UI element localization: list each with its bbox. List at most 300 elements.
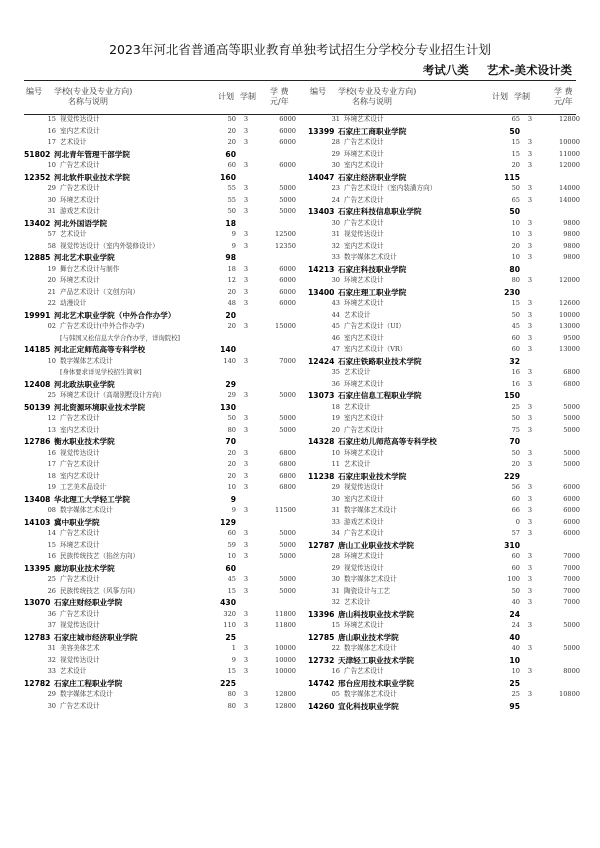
cell-name: 数字媒体艺术设计 <box>344 253 397 261</box>
cell-fee: 5000 <box>279 575 296 583</box>
cell-name: 艺术设计 <box>60 667 87 675</box>
cell-plan: 45 <box>511 322 520 330</box>
cell-name: 环境艺术设计 <box>344 149 384 158</box>
cell-name: 唐山科技职业技术学院 <box>338 609 414 619</box>
school-row <box>24 344 298 356</box>
cell-code: 46 <box>331 333 340 342</box>
major-row <box>308 218 582 230</box>
cell-code: 05 <box>331 690 340 698</box>
note-row <box>24 367 298 379</box>
cell-name: 河北资源环境职业技术学院 <box>54 402 146 412</box>
cell-code: 13396 <box>308 609 335 619</box>
major-row <box>24 160 298 172</box>
cell-code: 11238 <box>308 471 335 481</box>
cell-plan: 25 <box>509 678 520 688</box>
cell-name: 环境艺术设计 <box>60 195 100 204</box>
cell-fee: 5000 <box>279 184 296 192</box>
header-fee-line1: 学 费 <box>554 87 573 96</box>
cell-name: 环境艺术设计（高端别墅设计方向） <box>60 391 166 399</box>
right-rows <box>308 114 582 712</box>
cell-code: 16 <box>47 126 56 135</box>
cell-length: 3 <box>243 276 249 284</box>
cell-code: 13403 <box>308 207 335 216</box>
cell-plan: 16 <box>511 379 520 388</box>
cell-fee: 8000 <box>563 667 580 675</box>
cell-code: 44 <box>331 310 340 319</box>
cell-code: 10 <box>47 356 56 365</box>
cell-plan: 32 <box>509 356 520 366</box>
cell-plan: 29 <box>225 379 236 389</box>
cell-length: 3 <box>527 483 533 491</box>
cell-name: 环境艺术设计 <box>60 276 100 284</box>
cell-length: 3 <box>243 701 249 710</box>
cell-plan: 60 <box>227 529 236 537</box>
cell-name: 艺术设计 <box>344 310 371 319</box>
cell-length: 3 <box>527 414 533 422</box>
cell-name: 室内艺术设计 <box>344 494 384 503</box>
cell-length: 3 <box>243 529 249 537</box>
cell-plan: 15 <box>511 138 520 146</box>
cell-code: 19 <box>331 414 340 422</box>
cell-fee: 6000 <box>279 264 296 273</box>
school-row <box>308 206 582 218</box>
header-code: 编号 <box>310 87 326 96</box>
cell-fee: 11800 <box>275 609 296 618</box>
cell-length: 3 <box>243 448 249 457</box>
cell-fee: 13000 <box>559 345 580 353</box>
cell-length: 3 <box>527 115 533 123</box>
major-row <box>308 321 582 333</box>
cell-fee: 12800 <box>559 115 580 123</box>
major-row <box>308 252 582 264</box>
left-column <box>24 84 298 712</box>
cell-code: 12 <box>47 414 56 422</box>
cell-code: 18 <box>47 471 56 480</box>
cell-code: 30 <box>331 276 340 284</box>
header-school-line2: 名称与说明 <box>68 97 108 106</box>
cell-length: 3 <box>243 621 249 629</box>
cell-code: 17 <box>47 138 56 146</box>
major-row <box>24 126 298 138</box>
cell-code: 14 <box>47 529 56 537</box>
cell-fee: 5000 <box>563 448 580 457</box>
cell-name: 天津轻工职业技术学院 <box>338 655 414 665</box>
cell-name: 工艺美术品设计 <box>60 483 107 491</box>
major-row <box>308 666 582 678</box>
major-row <box>308 195 582 207</box>
cell-plan: 80 <box>511 276 520 284</box>
school-row <box>308 436 582 448</box>
cell-length: 3 <box>243 460 249 468</box>
cell-name: 数字媒体艺术设计 <box>344 506 397 514</box>
major-row <box>308 333 582 345</box>
cell-length: 3 <box>243 471 249 480</box>
cell-name: 广告艺术设计 <box>60 701 100 710</box>
cell-length: 3 <box>243 483 249 491</box>
cell-code: 30 <box>331 161 340 169</box>
cell-plan: 40 <box>511 598 520 606</box>
major-row <box>308 505 582 517</box>
cell-plan: 50 <box>227 207 236 215</box>
major-row <box>24 425 298 437</box>
cell-fee: 11500 <box>275 506 296 514</box>
school-row <box>308 356 582 368</box>
major-row <box>308 160 582 172</box>
major-row <box>308 425 582 437</box>
cell-plan: 100 <box>507 575 520 583</box>
cell-plan: 20 <box>227 448 236 457</box>
cell-name: 石家庄科技信息职业学院 <box>338 207 422 216</box>
cell-code: 18 <box>331 402 340 411</box>
cell-code: 29 <box>47 690 56 698</box>
cell-plan: 20 <box>227 287 236 296</box>
cell-length: 3 <box>527 621 533 629</box>
major-row <box>308 551 582 563</box>
major-row <box>24 666 298 678</box>
cell-length: 3 <box>243 115 249 123</box>
cell-length: 3 <box>527 138 533 146</box>
cell-fee: 7000 <box>563 552 580 560</box>
header-plan: 计划 <box>492 92 508 101</box>
cell-name: 室内艺术设计 <box>344 241 384 250</box>
cell-fee: 7000 <box>563 563 580 572</box>
cell-plan: 60 <box>511 563 520 572</box>
header-fee-line2: 元/年 <box>270 97 289 106</box>
cell-length: 3 <box>243 552 249 560</box>
cell-length: 3 <box>243 609 249 618</box>
cell-name: 廊坊职业技术学院 <box>54 563 115 573</box>
school-row <box>24 379 298 391</box>
cell-fee: 9800 <box>563 253 580 261</box>
school-row <box>308 390 582 402</box>
cell-fee: 12350 <box>275 241 296 250</box>
cell-name: 数字媒体艺术设计 <box>60 690 113 698</box>
cell-fee: 5000 <box>563 644 580 652</box>
cell-plan: 10 <box>509 655 520 665</box>
cell-name: 广告艺术设计（室内装潢方向） <box>344 184 437 192</box>
cell-code: 32 <box>331 241 340 250</box>
cell-code: 30 <box>47 701 56 710</box>
cell-code: 12424 <box>308 356 335 366</box>
cell-code: 43 <box>331 299 340 307</box>
cell-fee: 9500 <box>563 333 580 342</box>
cell-code: 35 <box>331 368 340 376</box>
major-row <box>24 643 298 655</box>
cell-plan: 40 <box>509 632 520 642</box>
major-row <box>308 597 582 609</box>
cell-code: 29 <box>47 184 56 192</box>
cell-code: 16 <box>47 552 56 560</box>
cell-fee: 7000 <box>279 356 296 365</box>
cell-code: 12408 <box>24 379 51 389</box>
cell-plan: 25 <box>225 632 236 642</box>
cell-fee: 10800 <box>559 690 580 698</box>
cell-name: [身体要求详见学校招生简章] <box>60 368 142 376</box>
cell-name: 室内艺术设计（VR） <box>344 345 407 353</box>
cell-code: 10 <box>47 161 56 169</box>
school-row <box>308 678 582 690</box>
cell-fee: 9800 <box>563 241 580 250</box>
cell-code: 31 <box>47 207 56 215</box>
cell-name: 视觉传达设计 <box>60 448 100 457</box>
cell-plan: 98 <box>225 253 236 262</box>
cell-code: 12787 <box>308 540 335 550</box>
cell-plan: 20 <box>227 471 236 480</box>
cell-plan: 24 <box>511 621 520 629</box>
major-row <box>24 390 298 402</box>
school-row <box>308 632 582 644</box>
cell-code: 57 <box>47 230 56 238</box>
major-row <box>308 275 582 287</box>
cell-length: 3 <box>243 540 249 549</box>
cell-name: 视觉传达设计 <box>60 115 100 123</box>
cell-plan: 110 <box>223 621 236 629</box>
cell-name: 河北政法职业学院 <box>54 379 115 389</box>
cell-code: 13408 <box>24 494 51 504</box>
cell-code: 32 <box>331 598 340 606</box>
cell-code: 12782 <box>24 678 51 688</box>
cell-name: 环境艺术设计 <box>344 448 384 457</box>
major-row <box>24 689 298 701</box>
cell-plan: 15 <box>511 299 520 307</box>
school-row <box>24 597 298 609</box>
cell-name: 环境艺术设计 <box>344 552 384 560</box>
major-row <box>308 344 582 356</box>
cell-plan: 80 <box>509 264 520 274</box>
cell-code: 30 <box>331 218 340 227</box>
cell-plan: 229 <box>504 471 520 481</box>
major-row <box>24 287 298 299</box>
major-row <box>24 540 298 552</box>
cell-code: 29 <box>331 149 340 158</box>
cell-length: 3 <box>243 356 249 365</box>
cell-code: 13399 <box>308 126 335 136</box>
cell-plan: 320 <box>223 609 236 618</box>
cell-length: 3 <box>243 586 249 595</box>
major-row <box>24 586 298 598</box>
cell-plan: 115 <box>504 172 520 182</box>
cell-code: 36 <box>47 609 56 618</box>
cell-code: 31 <box>47 644 56 652</box>
cell-length: 3 <box>527 368 533 376</box>
major-row <box>308 494 582 506</box>
cell-name: 河北正定师范高等专科学校 <box>54 345 146 354</box>
cell-fee: 11000 <box>559 149 580 158</box>
cell-code: 16 <box>331 667 340 675</box>
school-row <box>308 609 582 621</box>
major-row <box>308 310 582 322</box>
major-row <box>24 701 298 713</box>
cell-fee: 6000 <box>279 276 296 284</box>
cell-plan: 9 <box>231 506 236 514</box>
cell-fee: 6800 <box>563 379 580 388</box>
school-row <box>24 172 298 184</box>
cell-plan: 1 <box>231 644 236 652</box>
major-row <box>24 609 298 621</box>
cell-code: 25 <box>47 575 56 583</box>
cell-code: 16 <box>47 448 56 457</box>
cell-code: 33 <box>331 517 340 526</box>
cell-name: 数字媒体艺术设计 <box>344 575 397 583</box>
major-row <box>24 321 298 333</box>
major-row <box>308 114 582 126</box>
cell-name: 视觉传达设计 <box>344 230 384 238</box>
cell-fee: 12800 <box>275 690 296 698</box>
cell-length: 3 <box>243 655 249 664</box>
cell-plan: 9 <box>231 230 236 238</box>
major-row <box>308 413 582 425</box>
cell-code: 33 <box>47 667 56 675</box>
cell-length: 3 <box>527 333 533 342</box>
cell-length: 3 <box>527 598 533 606</box>
cell-name: 室内艺术设计 <box>344 161 384 169</box>
cell-name: 石家庄城市经济职业学院 <box>54 632 138 642</box>
cell-length: 3 <box>527 690 533 698</box>
exam-category: 考试八类 <box>422 63 469 77</box>
cell-plan: 225 <box>220 678 236 688</box>
cell-name: 广告艺术设计 <box>344 529 384 537</box>
major-row <box>24 229 298 241</box>
cell-plan: 40 <box>511 644 520 652</box>
header-length: 学制 <box>514 92 530 101</box>
cell-fee: 7000 <box>563 598 580 606</box>
cell-name: 舞台艺术设计与制作 <box>60 264 120 273</box>
cell-name: 数字媒体艺术设计 <box>344 644 397 652</box>
cell-code: 14260 <box>308 701 335 711</box>
cell-plan: 20 <box>511 460 520 468</box>
cell-plan: 80 <box>227 425 236 434</box>
cell-plan: 20 <box>511 161 520 169</box>
cell-name: 邢台应用技术职业学院 <box>338 678 414 688</box>
cell-length: 3 <box>243 575 249 583</box>
cell-name: 环境艺术设计 <box>344 379 384 388</box>
cell-plan: 18 <box>225 218 236 228</box>
cell-name: 广告艺术设计（UI） <box>344 322 405 330</box>
major-row <box>24 275 298 287</box>
cell-code: 15 <box>47 115 56 123</box>
cell-plan: 130 <box>220 402 236 412</box>
cell-plan: 10 <box>511 230 520 238</box>
cell-fee: 10000 <box>559 138 580 146</box>
cell-fee: 6000 <box>563 517 580 526</box>
cell-plan: 10 <box>227 552 236 560</box>
cell-code: 13400 <box>308 287 335 297</box>
cell-name: 数字媒体艺术设计 <box>344 690 397 698</box>
cell-fee: 6000 <box>279 161 296 169</box>
cell-plan: 20 <box>227 460 236 468</box>
cell-plan: 55 <box>227 195 236 204</box>
cell-name: 石家庄幼儿师范高等专科学校 <box>338 437 437 446</box>
cell-name: 石家庄工商职业学院 <box>338 126 407 136</box>
cell-name: 广告艺术设计 <box>60 460 100 468</box>
cell-length: 3 <box>527 299 533 307</box>
cell-plan: 18 <box>227 264 236 273</box>
cell-code: 29 <box>331 483 340 491</box>
major-row <box>308 528 582 540</box>
cell-length: 3 <box>243 425 249 434</box>
major-row <box>24 114 298 126</box>
cell-length: 3 <box>527 184 533 192</box>
cell-name: 游戏艺术设计 <box>60 207 100 215</box>
cell-plan: 24 <box>509 609 520 619</box>
cell-name: 石家庄工程职业学院 <box>54 678 123 688</box>
cell-length: 3 <box>527 506 533 514</box>
cell-fee: 10000 <box>275 655 296 664</box>
cell-plan: 60 <box>511 552 520 560</box>
major-row <box>308 367 582 379</box>
cell-plan: 15 <box>511 149 520 158</box>
major-row <box>24 298 298 310</box>
cell-code: 25 <box>47 391 56 399</box>
cell-length: 3 <box>243 184 249 192</box>
cell-plan: 150 <box>504 391 520 400</box>
cell-length: 3 <box>527 529 533 537</box>
cell-fee: 5000 <box>279 552 296 560</box>
document-subtitle <box>409 62 572 78</box>
cell-name: 衡水职业技术学院 <box>54 437 115 446</box>
cell-code: 22 <box>47 299 56 307</box>
cell-code: 50139 <box>24 402 51 412</box>
cell-plan: 45 <box>227 575 236 583</box>
cell-plan: 95 <box>509 701 520 711</box>
cell-length: 3 <box>527 241 533 250</box>
cell-fee: 6000 <box>563 529 580 537</box>
cell-code: 30 <box>331 494 340 503</box>
cell-code: 37 <box>47 621 56 629</box>
header-fee-line1: 学 费 <box>270 87 289 96</box>
major-row <box>308 459 582 471</box>
cell-length: 3 <box>527 494 533 503</box>
cell-plan: 12 <box>227 276 236 284</box>
cell-fee: 13000 <box>559 322 580 330</box>
cell-code: 12783 <box>24 632 51 642</box>
cell-code: 36 <box>331 379 340 388</box>
cell-code: 12786 <box>24 437 51 446</box>
cell-plan: 65 <box>511 115 520 123</box>
cell-length: 3 <box>243 690 249 698</box>
cell-fee: 12500 <box>275 230 296 238</box>
major-row <box>308 402 582 414</box>
cell-length: 3 <box>527 517 533 526</box>
cell-name: 环境艺术设计 <box>344 276 384 284</box>
cell-fee: 6000 <box>563 494 580 503</box>
cell-code: 13395 <box>24 563 51 573</box>
cell-length: 3 <box>243 138 249 146</box>
cell-plan: 20 <box>225 310 236 320</box>
cell-plan: 25 <box>511 690 520 698</box>
cell-length: 3 <box>527 218 533 227</box>
cell-fee: 6800 <box>563 368 580 376</box>
cell-name: 艺术设计 <box>344 402 371 411</box>
cell-length: 3 <box>527 552 533 560</box>
cell-code: 02 <box>47 322 56 330</box>
cell-name: 陶瓷设计与工艺 <box>344 586 391 595</box>
cell-plan: 9 <box>230 494 236 504</box>
major-row <box>24 471 298 483</box>
cell-fee: 15000 <box>275 322 296 330</box>
cell-length: 3 <box>527 161 533 169</box>
cell-code: 26 <box>47 586 56 595</box>
cell-fee: 5000 <box>279 195 296 204</box>
cell-fee: 12000 <box>559 161 580 169</box>
cell-code: 47 <box>331 345 340 353</box>
cell-code: 08 <box>47 506 56 514</box>
cell-code: 28 <box>331 138 340 146</box>
cell-name: 石家庄经济职业学院 <box>338 172 407 182</box>
cell-code: 21 <box>47 287 56 296</box>
cell-length: 3 <box>527 448 533 457</box>
cell-plan: 430 <box>220 598 236 607</box>
